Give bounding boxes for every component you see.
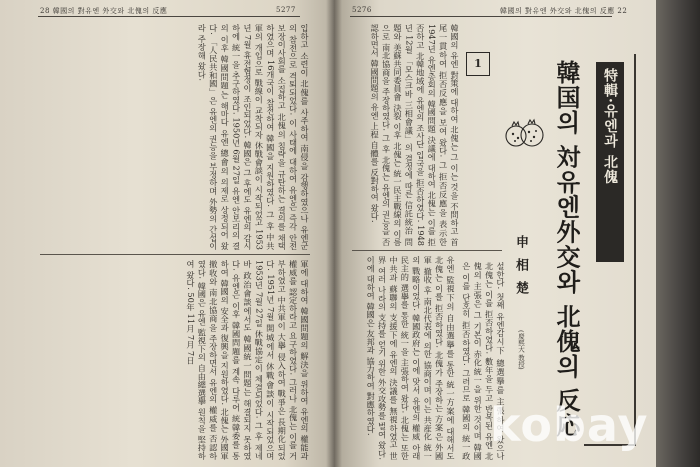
intro-column: 설한다. 첫째 유엔감시下 總選擧를 主張하여 왔으나 北傀는 이를 拒否하였다. 數年을 두고 반복된 유엔 北傀의 主張은 그 기본이 赤化統一을 위한 것이며 韓國은 이를 단호히 拒否하였다. 그러므로 韓國의 統一政 (461, 262, 506, 460)
section-number-box: 1 (466, 52, 490, 76)
left-header-rule (38, 16, 300, 17)
right-column-divider (352, 250, 502, 251)
left-page-number: 5277 (276, 6, 296, 14)
article-title: 韓国의 対유엔外交와 北傀의 反応 (552, 60, 581, 439)
page-stack-edge (656, 0, 700, 467)
left-running-header: 28 韓國의 對유엔 外交와 北傀의 反應 (40, 7, 168, 15)
author-name: 申相楚 (513, 235, 528, 304)
right-header-rule (350, 16, 612, 17)
watermark: kobay (490, 398, 649, 452)
pomegranate-illustration (502, 116, 546, 150)
left-column-divider (40, 254, 310, 255)
right-running-header: 韓國의 對유엔 外交와 北傀의 反應 22 (500, 7, 628, 15)
right-upper-column: 韓國의 유엔 對策에 대하여 北傀는 그 이는 것을 不問하고 首尾一貫하여 拒否反應을 보여 왔다. 그 拒否反應을 表示한 1947년 유엔총회의 韓國問題 決議에 대하여 北傀는 이를 拒否하고 北韓地域에 유엔의 조사단 입국을 拒否하였다. 1948년 12월 「모스크바 三相會議」의 결정에 따른 信託統治 問題와 美蘇共同委員會 決裂 이후 北傀는 統一民主戰線의 이름으로 南北協商을 주장하였다. 그 후 北傀는 유엔의 권능을 否認하면서 韓國問題의 유엔 上程 自體를 反對하여 왔다. (370, 24, 460, 246)
right-page-number: 5276 (352, 6, 372, 14)
feature-banner-text: 特輯·유엔과 北傀 (602, 68, 618, 185)
left-upper-column: 입하고 소련이 北傀를 사주하여 南侵을 감행하였으나 유엔군의 참전으로 격퇴되었다. 이 사태에 대하여 유엔은 즉각 안전보장이사회를 소집하고 北傀의 침략을 규탄하는 결의를 채택하였으며 16개국이 참전하여 韓國을 지원하였다. 그 후 中共軍의 개입으로 戰線이 교착되자 休戰會談이 시작되었고 1953년 7월 휴전협정이 조인되었다. 韓國은 그 후에도 유엔의 감시하에 統一을 추구하였다. 1950년 6월 27일 유엔 안보리의 결의 이후 韓國問題는 해마다 유엔 總會의 의제로 상정되어 왔다. 「人民共和國」은 유엔의 권능을 부정하며 外勢의 간섭이라 주장해 왔다. (197, 24, 310, 250)
left-lower-column: 軍에 대하여 韓國問題의 解決을 위하여 유엔의 權能과 權威를 認定하라고 요구하였다. 그러나 北傀는 이를 거부하였고 中共軍이 大擧 侵入하여 戰爭은 長期化되었다. 1951년 7월 開城에서 休戰會談이 시작되었으며 1953년 7월 27일 休戰協定이 체결되었다. 그 후 제네바 政治會談에서도 韓國統一問題는 해결되지 못하였다. 유엔은 이후 韓國問題를 계속 다루어 統韓委를 통하여 韓國의 安全과 復興을 지원하였다. 北傀는 外國軍 撤收와 南北協商을 주장하면서 유엔의 權威를 否認하였다. 韓國은 유엔 監視下의 自由總選擧 원칙을 堅持하여 왔다. 50年 11月 7月 7日 (185, 260, 310, 460)
feature-banner (596, 62, 624, 262)
book-spine (326, 0, 342, 467)
right-lower-column: 유엔 監視下의 自由選擧를 통한 統一方案에 대해서도 北傀는 이를 拒否하였다. 北傀가 주장하는 方案은 外國軍 撤收 후 南北代表에 의한 協商이며 이는 共産化 統一의 戰略이었다. 韓國政府는 이에 맞서 유엔의 權威 아래 民主的 選擧를 통한 統一을 主張하여 왔다. 北傀는 또한 中共과 蘇聯의 支援下에 유엔의 決議를 無視하였고 世界 여러 나라의 支持를 얻기 위한 外交攻勢를 벌여 왔다. 이에 대하여 韓國은 友邦과 協力하여 對應하였다. (366, 256, 456, 460)
left-page (0, 0, 334, 467)
author-affiliation: (慶熙大 教授) (517, 330, 525, 370)
